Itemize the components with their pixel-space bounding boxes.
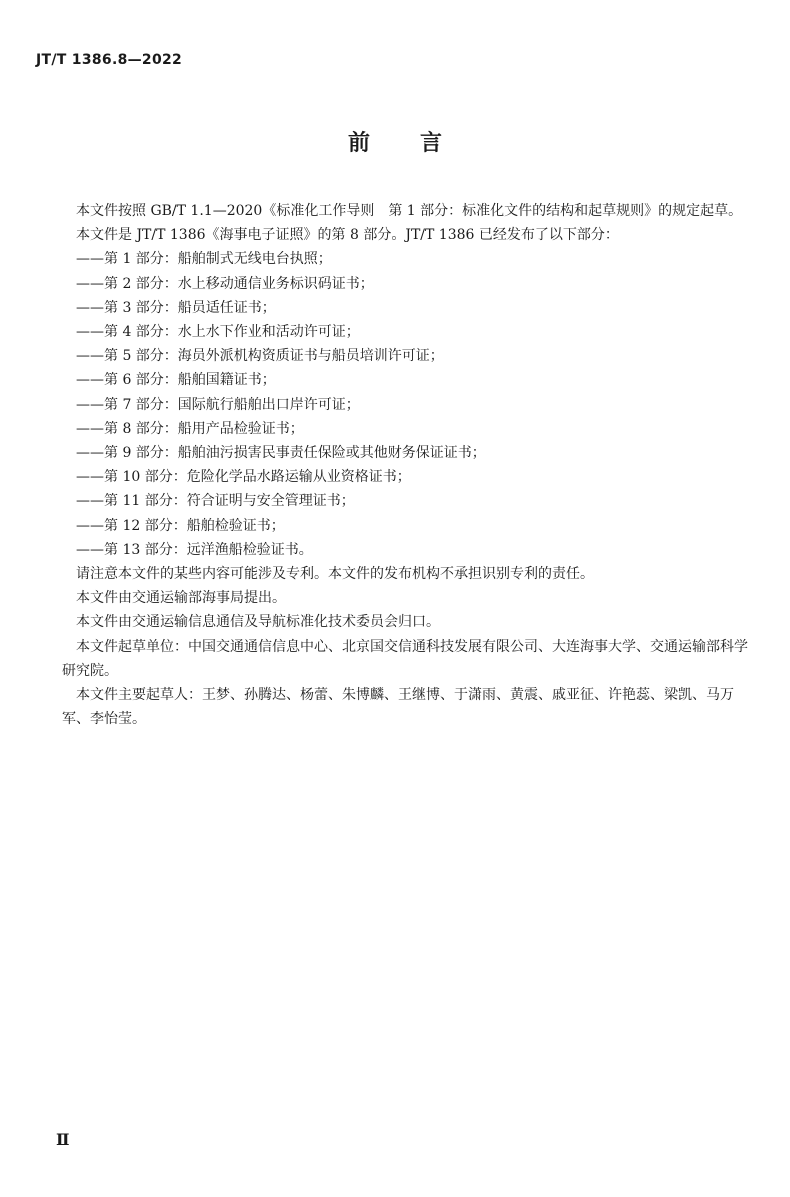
list-item-part: ——第 3 部分：船员适任证书； — [76, 299, 276, 316]
list-item-part: ——第 2 部分：水上移动通信业务标识码证书； — [76, 275, 374, 292]
paragraph-series-intro: 本文件是 JT/T 1386《海事电子证照》的第 8 部分。JT/T 1386 已经发布了以下部分： — [76, 227, 619, 244]
paragraph-proposed-by: 本文件由交通运输部海事局提出。 — [76, 590, 286, 607]
list-item-part: ——第 10 部分：危险化学品水路运输从业资格证书； — [76, 469, 411, 486]
paragraph-drafters: 本文件主要起草人：王梦、孙腾达、杨蕾、朱博麟、王继博、于潇雨、黄震、戚亚征、许艳蕊、梁凯、马万军、李怡莹。 — [62, 687, 734, 728]
list-item-part: ——第 8 部分：船用产品检验证书； — [76, 420, 304, 437]
list-item-part: ——第 1 部分：船舶制式无线电台执照； — [76, 251, 332, 268]
list-item-part: ——第 12 部分：船舶检验证书； — [76, 517, 285, 534]
foreword-body — [62, 199, 758, 731]
paragraph-drafting-units: 本文件起草单位：中国交通通信信息中心、北京国交信通科技发展有限公司、大连海事大学、交通运输部科学研究院。 — [62, 638, 748, 679]
paragraph-managed-by: 本文件由交通运输信息通信及导航标准化技术委员会归口。 — [76, 614, 440, 631]
paragraph-drafting-basis: 本文件按照 GB/T 1.1—2020《标准化工作导则 第 1 部分：标准化文件的结构和起草规则》的规定起草。 — [76, 203, 743, 219]
page-number: Ⅱ — [56, 1130, 70, 1149]
list-item-part: ——第 9 部分：船舶油污损害民事责任保险或其他财务保证证书； — [76, 445, 486, 462]
list-item-part: ——第 4 部分：水上水下作业和活动许可证； — [76, 324, 360, 341]
list-item-part: ——第 11 部分：符合证明与安全管理证书； — [76, 493, 355, 510]
document-code: JT/T 1386.8—2022 — [36, 52, 183, 68]
list-item-part: ——第 5 部分：海员外派机构资质证书与船员培训许可证； — [76, 348, 444, 365]
list-item-part: ——第 7 部分：国际航行船舶出口岸许可证； — [76, 396, 360, 413]
page-title: 前言 — [347, 131, 492, 156]
paragraph-patent-notice: 请注意本文件的某些内容可能涉及专利。本文件的发布机构不承担识别专利的责任。 — [76, 566, 594, 583]
list-item-part: ——第 13 部分：远洋渔船检验证书。 — [76, 541, 313, 558]
list-item-part: ——第 6 部分：船舶国籍证书； — [76, 372, 276, 389]
